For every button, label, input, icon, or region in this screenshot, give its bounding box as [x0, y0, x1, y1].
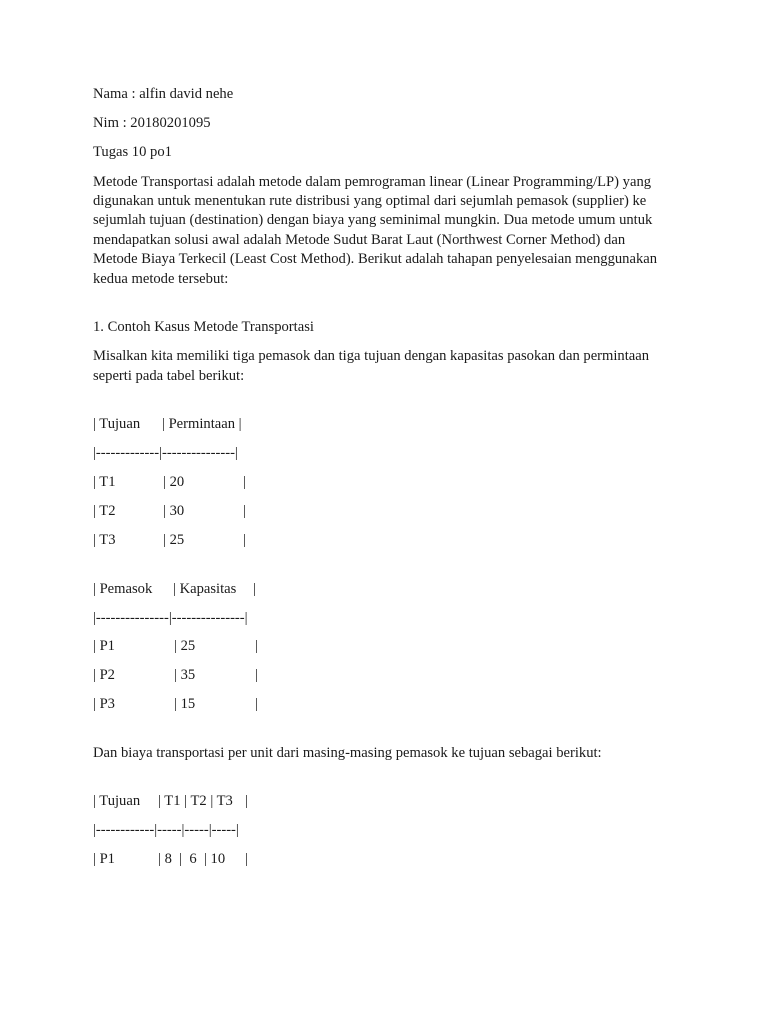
table-cell: | 25: [174, 638, 196, 655]
table-cell: | 30: [163, 503, 185, 520]
table-cell: |: [243, 532, 246, 549]
spacer: [93, 386, 673, 405]
supply-table: [93, 580, 673, 715]
table-row: [93, 473, 673, 492]
name-line: Nama : alfin david nehe: [93, 86, 234, 102]
table-cell: | 8 | 6 | 10: [158, 851, 226, 868]
section-heading: 1. Contoh Kasus Metode Transportasi: [93, 319, 314, 336]
document-page: [93, 85, 673, 870]
spacer: [93, 715, 673, 734]
table-row: [93, 609, 673, 628]
table-cell: |-------------: [93, 445, 160, 462]
nim-line: Nim : 20180201095: [93, 115, 211, 132]
table-row: [93, 580, 673, 599]
table-cell: | Tujuan: [93, 793, 141, 810]
table-cell: |---------------: [93, 609, 169, 626]
table-row: [93, 531, 673, 550]
table-cell: | P3: [93, 696, 115, 713]
table-cell: | T2: [93, 503, 116, 520]
cost-table: [93, 792, 673, 869]
table-cell: | 35: [174, 667, 196, 684]
table-cell: | T1 | T2 | T3: [158, 793, 233, 810]
table-cell: |: [243, 503, 246, 520]
table-cell: | Pemasok: [93, 580, 153, 597]
spacer: [93, 550, 673, 569]
table-cell: |: [245, 793, 248, 810]
table-cell: |: [255, 667, 258, 684]
table-cell: | Tujuan: [93, 416, 141, 433]
table-row: [93, 637, 673, 656]
table-cell: | Kapasitas: [173, 580, 237, 597]
table-cell: | P1: [93, 638, 115, 655]
table-cell: |: [253, 580, 256, 597]
table-cell: |---------------|: [159, 445, 238, 462]
table-cell: |------------: [93, 822, 155, 839]
table-row: [93, 666, 673, 685]
table-row: [93, 695, 673, 714]
table-cell: | 15: [174, 696, 196, 713]
table-cell: |-----|-----|-----|: [154, 822, 239, 839]
spacer: [93, 289, 673, 308]
table-cell: | P2: [93, 667, 115, 684]
table-cell: | 25: [163, 532, 185, 549]
cost-intro: Dan biaya transportasi per unit dari masing-masing pemasok ke tujuan sebagai berikut:: [93, 744, 602, 761]
section-paragraph: Misalkan kita memiliki tiga pemasok dan tiga tujuan dengan kapasitas pasokan dan permintaan seperti pada tabel berikut:: [93, 348, 650, 384]
table-row: [93, 821, 673, 840]
demand-table: [93, 415, 673, 550]
spacer: [93, 763, 673, 782]
table-cell: |---------------|: [168, 609, 248, 626]
table-cell: |: [255, 696, 258, 713]
table-cell: |: [243, 474, 246, 491]
table-cell: |: [245, 851, 248, 868]
table-cell: | T1: [93, 474, 116, 491]
task-line: Tugas 10 po1: [93, 144, 172, 161]
table-row: [93, 792, 673, 811]
table-row: [93, 415, 673, 434]
table-cell: | Permintaan |: [162, 416, 242, 433]
table-cell: | 20: [163, 474, 185, 491]
table-cell: |: [255, 638, 258, 655]
table-row: [93, 444, 673, 463]
table-row: [93, 502, 673, 521]
table-cell: | T3: [93, 532, 116, 549]
table-row: [93, 850, 673, 869]
intro-paragraph: Metode Transportasi adalah metode dalam pemrograman linear (Linear Programming/LP) yang digunakan untuk menentukan rute distribusi yang optimal dari sejumlah pemasok (supplier) ke sejumlah tujuan (destination) dengan biaya yang seminimal mungkin. Dua metode umum untuk mendapatkan solusi awal adalah Metode Sudut Barat Laut (Northwest Corner Method) dan Metode Biaya Terkecil (Least Cost Method). Berikut adalah tahapan penyelesaian menggunakan kedua metode tersebut:: [93, 173, 658, 287]
table-cell: | P1: [93, 851, 115, 868]
